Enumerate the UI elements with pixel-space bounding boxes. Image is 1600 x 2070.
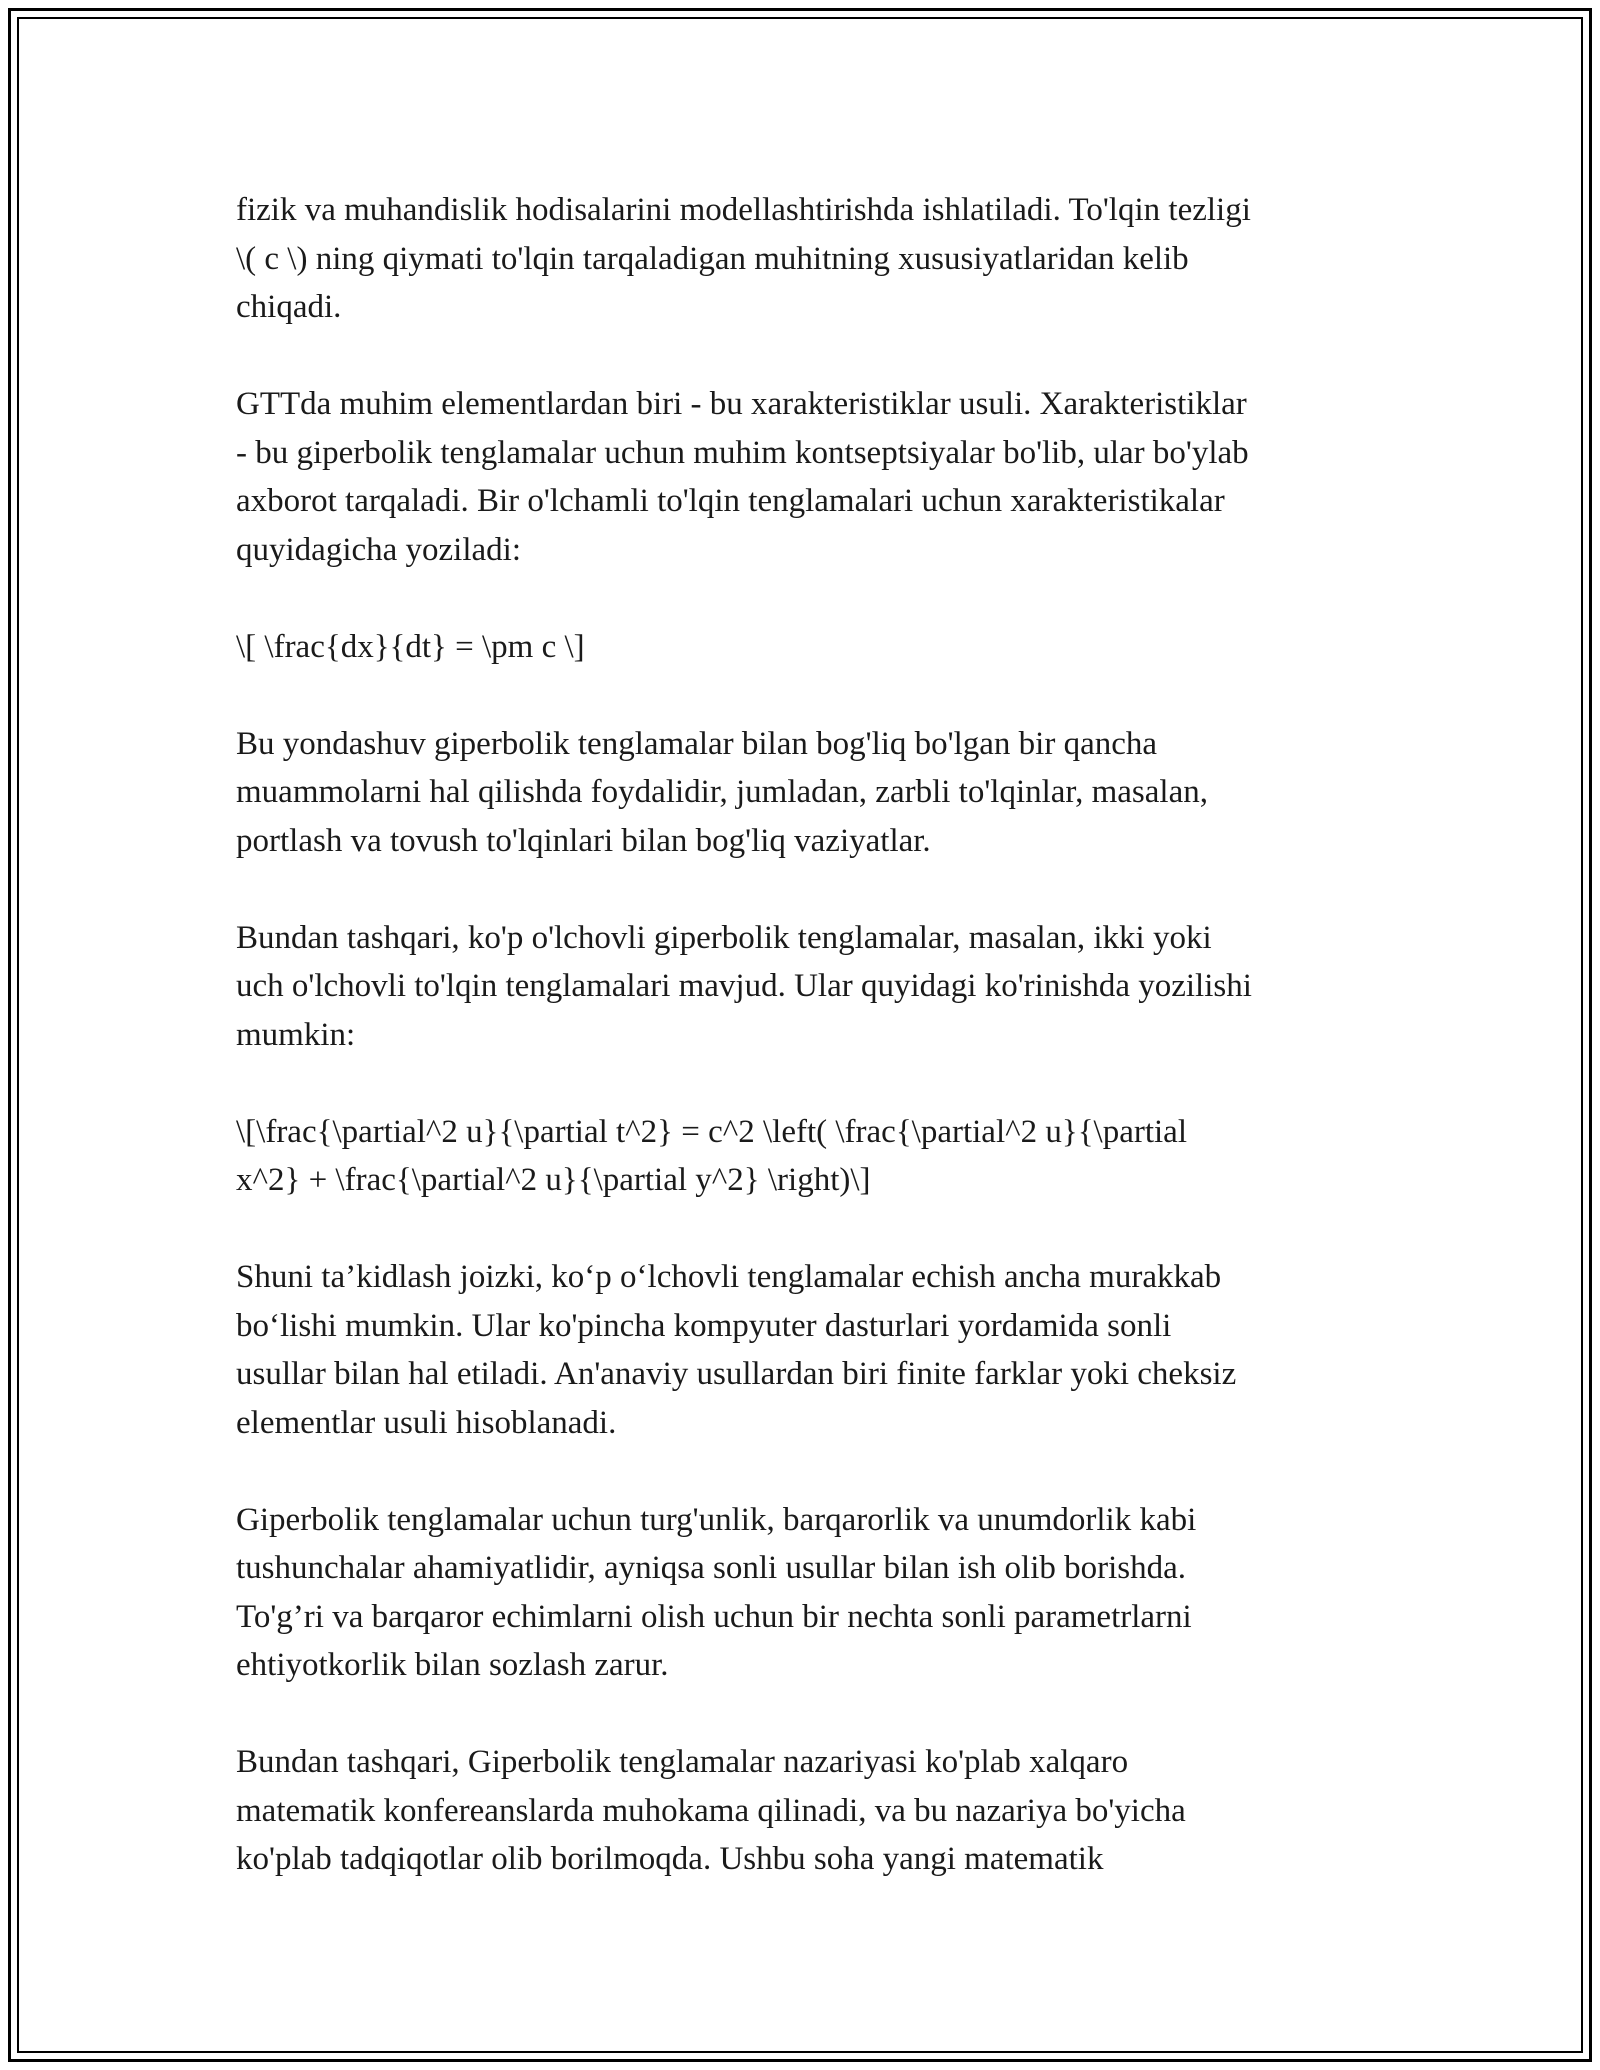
document-body (236, 186, 1376, 1932)
text-line: - bu giperbolik tenglamalar uchun muhim kontseptsiyalar bo'lib, ular bo'ylab (236, 434, 1249, 471)
text-line: Giperbolik tenglamalar uchun turg'unlik, barqarorlik va unumdorlik kabi (236, 1501, 1197, 1538)
text-line: matematik konfereanslarda muhokama qilinadi, va bu nazariya bo'yicha (236, 1792, 1186, 1829)
paragraph (236, 1108, 1376, 1205)
text-line: muammolarni hal qilishda foydalidir, jumladan, zarbli to'lqinlar, masalan, (236, 774, 1208, 810)
text-line: \( c \) ning qiymati to'lqin tarqaladigan muhitning xususiyatlaridan kelib (236, 240, 1189, 277)
text-line: elementlar usuli hisoblanadi. (236, 1404, 617, 1441)
text-line: ko'plab tadqiqotlar olib borilmoqda. Ushbu soha yangi matematik (236, 1841, 1104, 1877)
text-line: \[\frac{\partial^2 u}{\partial t^2} = c^2 \left( \frac{\partial^2 u}{\partial (236, 1113, 1187, 1150)
text-line: To'g’ri va barqaror echimlarni olish uchun bir nechta sonli parametrlarni (236, 1598, 1192, 1635)
paragraph (236, 1496, 1376, 1690)
text-line: usullar bilan hal etiladi. An'anaviy usullardan biri finite farklar yoki cheksiz (236, 1356, 1237, 1392)
text-line: Bundan tashqari, ko'p o'lchovli giperbolik tenglamalar, masalan, ikki yoki (236, 919, 1212, 956)
text-line: quyidagicha yoziladi: (236, 531, 521, 568)
paragraph (236, 1253, 1376, 1447)
text-line: Shuni ta’kidlash joizki, ko‘p o‘lchovli tenglamalar echish ancha murakkab (236, 1259, 1222, 1295)
text-line: bo‘lishi mumkin. Ular ko'pincha kompyuter dasturlari yordamida sonli (236, 1307, 1172, 1344)
paragraph (236, 186, 1376, 332)
text-line: fizik va muhandislik hodisalarini modellashtirishda ishlatiladi. To'lqin tezligi (236, 192, 1251, 228)
text-line: Bundan tashqari, Giperbolik tenglamalar nazariyasi ko'plab xalqaro (236, 1744, 1129, 1780)
text-line: Bu yondashuv giperbolik tenglamalar bilan bog'liq bo'lgan bir qancha (236, 725, 1158, 762)
text-line: mumkin: (236, 1016, 356, 1053)
text-line: \[ \frac{dx}{dt} = \pm c \] (236, 628, 585, 665)
text-line: uch o'lchovli to'lqin tenglamalari mavjud. Ular quyidagi ko'rinishda yozilishi (236, 968, 1252, 1004)
paragraph (236, 623, 1376, 672)
text-line: ehtiyotkorlik bilan sozlash zarur. (236, 1647, 669, 1683)
paragraph (236, 1738, 1376, 1884)
text-line: GTTda muhim elementlardan biri - bu xarakteristiklar usuli. Xarakteristiklar (236, 386, 1247, 422)
paragraph (236, 914, 1376, 1060)
text-line: portlash va tovush to'lqinlari bilan bog'liq vaziyatlar. (236, 822, 931, 859)
text-line: chiqadi. (236, 289, 342, 325)
paragraph (236, 720, 1376, 866)
paragraph (236, 380, 1376, 574)
text-line: tushunchalar ahamiyatlidir, ayniqsa sonli usullar bilan ish olib borishda. (236, 1550, 1187, 1586)
text-line: axborot tarqaladi. Bir o'lchamli to'lqin tenglamalari uchun xarakteristikalar (236, 483, 1225, 519)
text-line: x^2} + \frac{\partial^2 u}{\partial y^2} \right)\] (236, 1162, 871, 1198)
